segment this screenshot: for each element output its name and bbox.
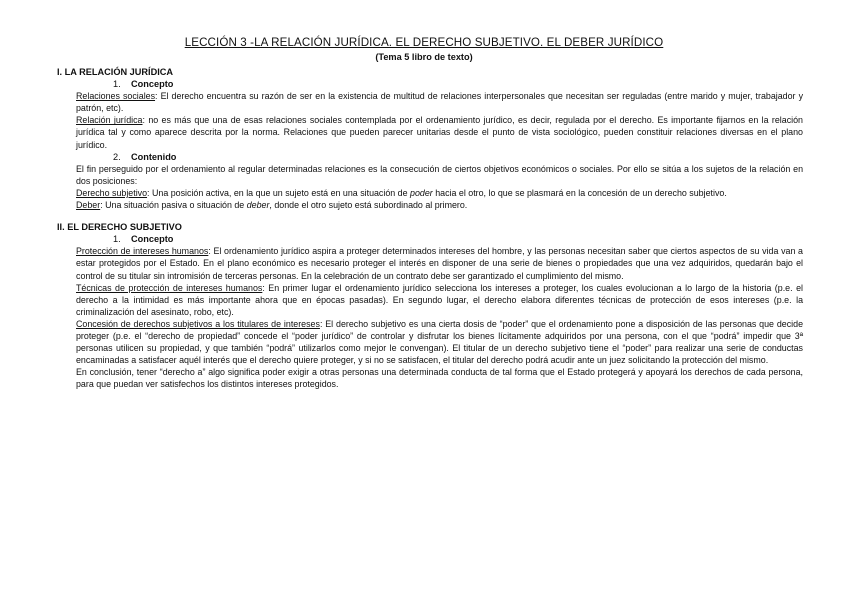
paragraph-term: Deber: [76, 200, 101, 211]
paragraph: Relación jurídica: no es más que una de esas relaciones sociales contemplada por el ordenamiento jurídico, es decir, regulada por el derecho. Es importante fijarnos en la relación jurídica tal y como aparece descrita por la norma. Relaciones que pueden parecer unitarias desde el punto de vista sociológico, pueden constituir relaciones diversas en el plano jurídico.: [76, 115, 803, 150]
paragraph-term: Relaciones sociales: [76, 91, 156, 102]
paragraph-term: Derecho subjetivo: [76, 187, 148, 198]
paragraph: Técnicas de protección de intereses humanos: En primer lugar el ordenamiento jurídico selecciona los intereses a proteger, los cuales evolucionan a lo largo de la historia (p.e. el derecho a la intimidad es más importante ahora que en épocas pasadas). En segundo lugar, el derecho elabora diferentes técnicas de protección de esos intereses (p.e. la criminalización del asesinato, robo, etc).: [76, 282, 803, 317]
subsection-heading: 1. Concepto: [113, 79, 174, 90]
paragraph-term: Concesión de derechos subjetivos a los titulares de intereses: [76, 318, 320, 329]
paragraph: En conclusión, tener “derecho a” algo significa poder exigir a otras personas una determinada conducta de tal forma que el Estado protegerá y apoyará los derechos de cada persona, para que puedan ver satisfechos los distintos intereses protegidos.: [76, 367, 803, 390]
document-body: [57, 66, 803, 390]
subsection-heading: 1. Concepto: [113, 234, 174, 245]
paragraph: El fin perseguido por el ordenamiento al regular determinadas relaciones es la consecución de ciertos objetivos económicos o sociales. Por ello se sitúa a los sujetos de la relación en dos posiciones:: [76, 163, 803, 186]
document-title: LECCIÓN 3 -LA RELACIÓN JURÍDICA. EL DERECHO SUBJETIVO. EL DEBER JURÍDICO: [184, 36, 664, 49]
paragraph: Concesión de derechos subjetivos a los titulares de intereses: El derecho subjetivo es una cierta dosis de “poder” que el ordenamiento pone a disposición de las personas que decide proteger (p.e. el “derecho de propiedad” concede el “poder jurídico” de controlar y disfrutar los bienes lícitamente adquiridos por una persona, con el que “podrá” impedir que 3ª personas utilicen su propiedad, y que también “podrá” utilizarlos como mejor le convengan). El titular de un derecho subjetivo tiene el “poder” para realizar una serie de conductas encaminadas a satisfacer aquél interés que el derecho quiere proteger, y si no se satisfacen, el titular del derecho podrá acudir ante un juez solicitando la protección del mismo.: [76, 318, 803, 366]
section-heading: I. LA RELACIÓN JURÍDICA: [57, 67, 174, 77]
subsection-heading: 2. Contenido: [113, 151, 177, 162]
document-subtitle: (Tema 5 libro de texto): [375, 52, 473, 62]
paragraph-term: Relación jurídica: [76, 115, 143, 126]
section-heading: II. EL DERECHO SUBJETIVO: [57, 222, 182, 233]
paragraph: Relaciones sociales: El derecho encuentra su razón de ser en la existencia de multitud de relaciones interpersonales que necesitan ser reguladas (entre marido y mujer, trabajador y patrón, etc).: [76, 91, 804, 114]
section-spacer: [57, 211, 803, 221]
paragraph: Derecho subjetivo: Una posición activa, en la que un sujeto está en una situación de poder hacia el otro, lo que se plasmará en la concesión de un derecho subjetivo.: [76, 187, 727, 198]
paragraph: Deber: Una situación pasiva o situación de deber, donde el otro sujeto está subordinado al primero.: [76, 200, 468, 211]
paragraph-term: Protección de intereses humanos: [76, 246, 209, 257]
paragraph: Protección de intereses humanos: El ordenamiento jurídico aspira a proteger determinados intereses del hombre, y las personas necesitan saber que ciertos aspectos de su vida van a estar protegidos por el Estado. En el plano económico es necesario proteger el interés en disponer de una serie de bienes o propiedades que una vez adquiridos, quedarán bajo el control de su titular sin intromisión de terceras personas. En la celebración de un contrato debe ser garantizado el cumplimiento del mismo.: [76, 246, 803, 281]
paragraph-term: Técnicas de protección de intereses humanos: [76, 282, 263, 293]
